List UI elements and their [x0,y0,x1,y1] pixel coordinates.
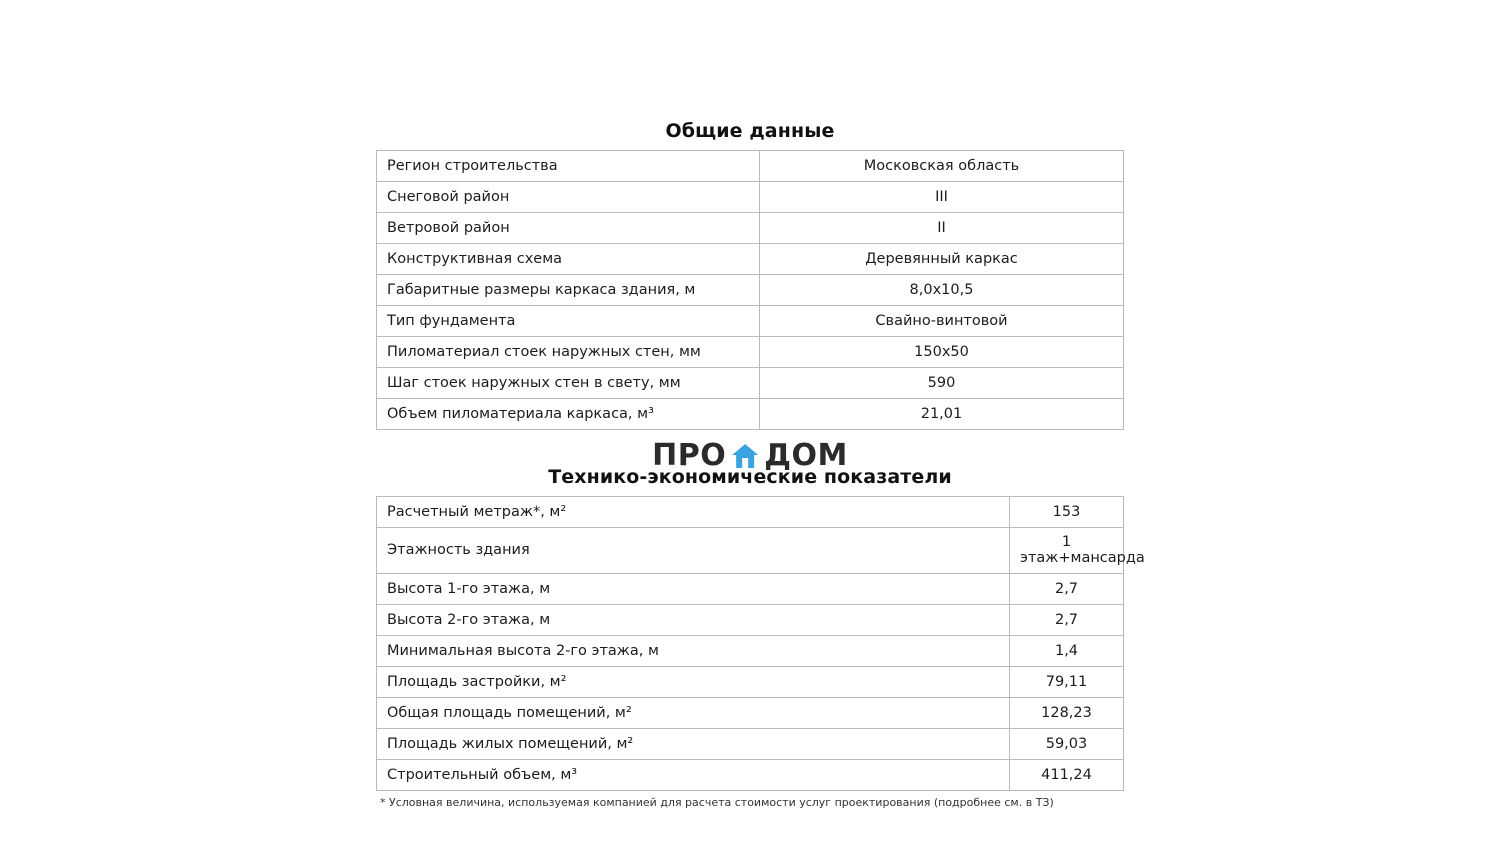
row-value: 2,7 [1010,605,1124,636]
tep-data-table [376,496,1145,791]
row-label: Этажность здания [377,528,1010,574]
row-value: 153 [1010,497,1124,528]
row-value: 1 этаж+мансарда [1010,528,1124,574]
row-value: 21,01 [760,399,1124,430]
row-label: Площадь застройки, м² [377,667,1010,698]
row-label: Шаг стоек наружных стен в свету, мм [377,368,760,399]
row-label: Общая площадь помещений, м² [377,698,1010,729]
table-row [377,275,1124,306]
row-label: Пиломатериал стоек наружных стен, мм [377,337,760,368]
table-row [377,368,1124,399]
row-label: Регион строительства [377,151,760,182]
row-value: 411,24 [1010,760,1124,791]
row-value: Московская область [760,151,1124,182]
row-value: 2,7 [1010,574,1124,605]
table-row [377,667,1124,698]
logo-text-right: ДОМ [764,438,848,473]
row-label: Строительный объем, м³ [377,760,1010,791]
tep-title-wrap [376,466,1124,488]
tep-footnote: * Условная величина, используемая компанией для расчета стоимости услуг проектирования (подробнее см. в ТЗ) [380,796,1054,809]
row-value: 128,23 [1010,698,1124,729]
table-row [377,729,1124,760]
logo-text-left: ПРО [652,438,727,473]
table-row [377,306,1124,337]
table-row [377,182,1124,213]
row-value: 59,03 [1010,729,1124,760]
row-value: II [760,213,1124,244]
table-row [377,497,1124,528]
row-label: Конструктивная схема [377,244,760,275]
row-label: Объем пиломатериала каркаса, м³ [377,399,760,430]
table-row [377,636,1124,667]
row-label: Снеговой район [377,182,760,213]
table-row [377,244,1124,275]
row-value: 1,4 [1010,636,1124,667]
table-row [377,151,1124,182]
row-value: III [760,182,1124,213]
tep-table-body [377,497,1145,791]
table-row [377,698,1124,729]
row-value: 79,11 [1010,667,1124,698]
general-table-body [377,151,1124,430]
row-value: 590 [760,368,1124,399]
document-sheet [376,120,1145,809]
row-label: Ветровой район [377,213,760,244]
table-row [377,605,1124,636]
table-row [377,574,1124,605]
row-label: Расчетный метраж*, м² [377,497,1010,528]
table-row [377,213,1124,244]
row-label: Площадь жилых помещений, м² [377,729,1010,760]
row-label: Минимальная высота 2-го этажа, м [377,636,1010,667]
row-value: 150х50 [760,337,1124,368]
row-label: Высота 1-го этажа, м [377,574,1010,605]
table-row [377,528,1124,574]
general-table-title: Общие данные [665,120,835,142]
row-label: Тип фундамента [377,306,760,337]
table-row [377,760,1124,791]
row-value: Свайно-винтовой [760,306,1124,337]
general-data-table [376,150,1124,430]
row-value: Деревянный каркас [760,244,1124,275]
row-label: Габаритные размеры каркаса здания, м [377,275,760,306]
table-row [377,337,1124,368]
row-value: 8,0х10,5 [760,275,1124,306]
tep-table-title: Технико-экономические показатели [548,466,952,488]
row-label: Высота 2-го этажа, м [377,605,1010,636]
table-row [377,399,1124,430]
